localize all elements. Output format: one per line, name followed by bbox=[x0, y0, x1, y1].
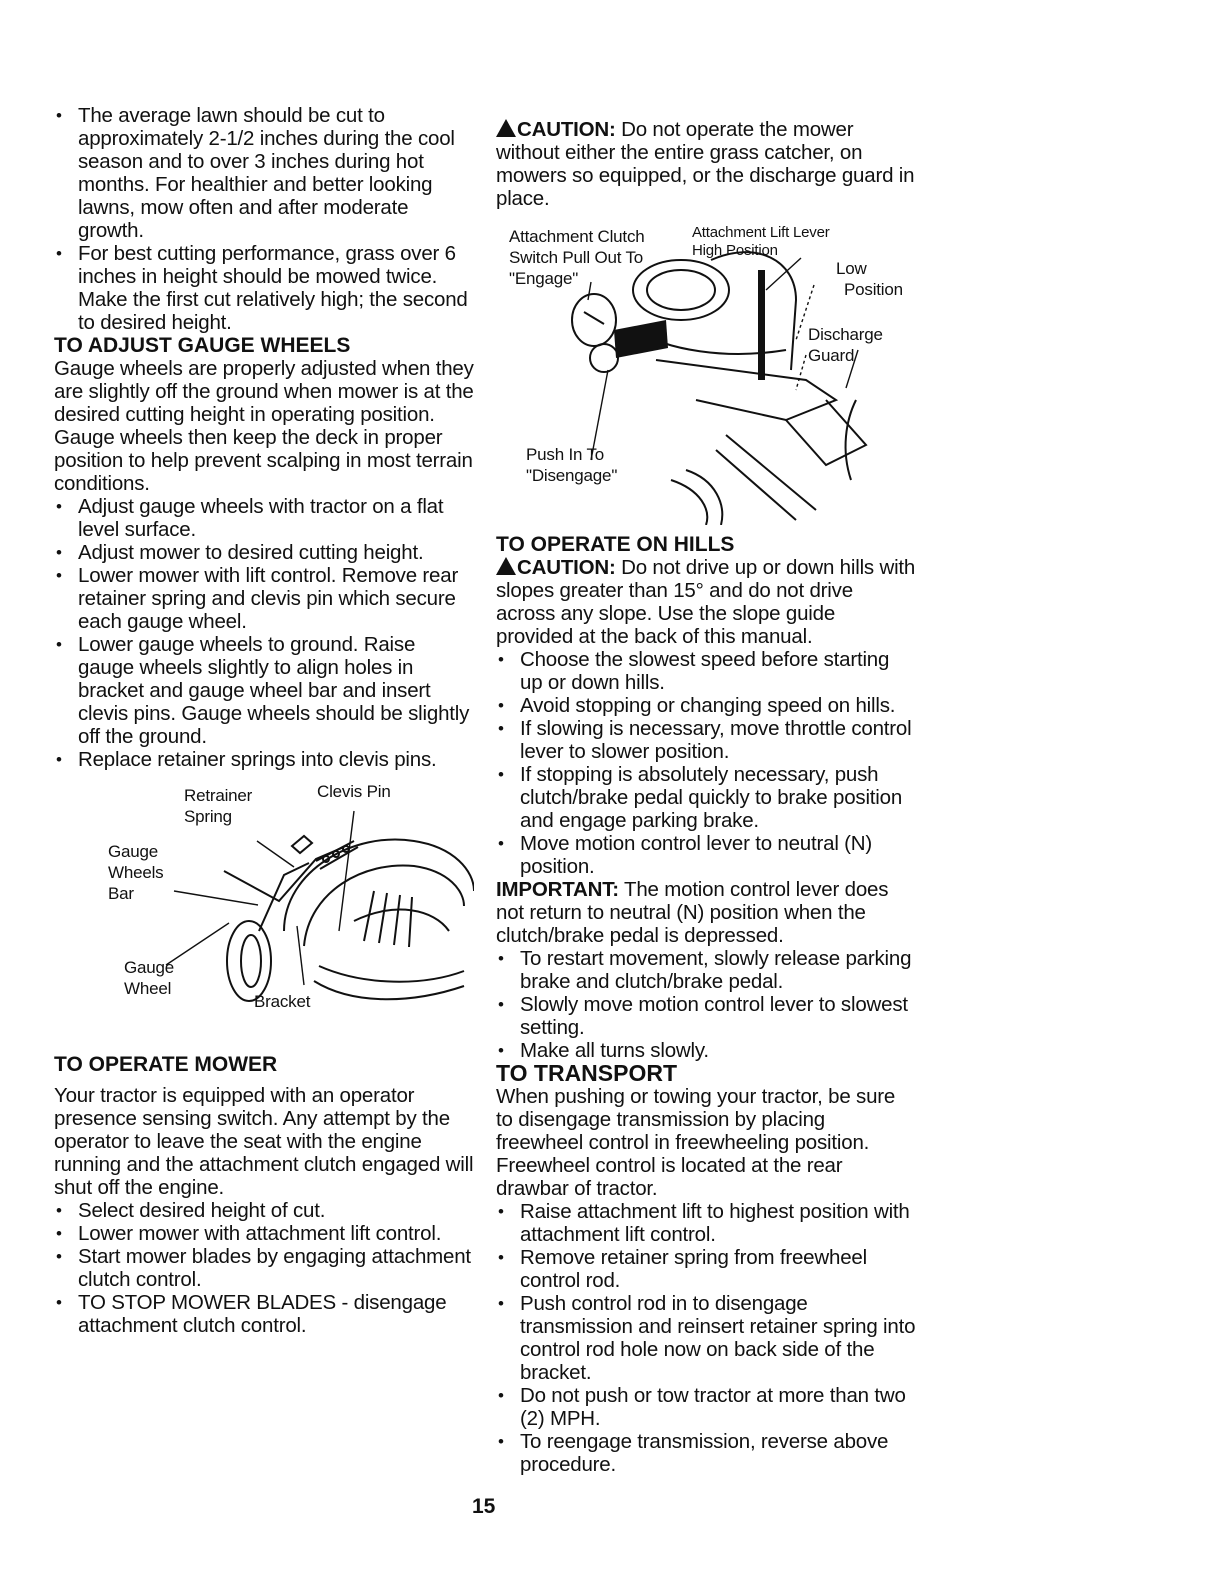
list-item: • Remove retainer spring from freewheel control rod. bbox=[496, 1246, 916, 1292]
list-item: • Choose the slowest speed before starting up or down hills. bbox=[496, 648, 916, 694]
caution-text: Do not drive up or down hills with slopes greater than 15° and do not drive across any slope. Use the slope guide provided at the back of this manual. bbox=[496, 556, 916, 648]
label-line: Low bbox=[836, 259, 867, 278]
list-item: • Replace retainer springs into clevis pins. bbox=[54, 748, 474, 771]
caution-text: Do not operate the mower without either the entire grass catcher, on mowers so equipped, or the discharge guard in place. bbox=[496, 118, 915, 210]
discharge-guard-label bbox=[808, 324, 883, 366]
list-item: • To reengage transmission, reverse above procedure. bbox=[496, 1430, 916, 1476]
operate-hills-heading: TO OPERATE ON HILLS bbox=[496, 533, 735, 556]
page-number: 15 bbox=[472, 1495, 496, 1518]
label-line: Guard bbox=[808, 346, 855, 365]
attachment-lift-lever-label: Attachment Lift Lever bbox=[692, 224, 830, 241]
list-item: • Make all turns slowly. bbox=[496, 1039, 916, 1062]
high-position-label: High Position bbox=[692, 242, 778, 259]
warning-triangle-icon bbox=[496, 119, 516, 137]
gauge-bullet-list bbox=[54, 495, 474, 771]
important-text: The motion control lever does not return to neutral (N) position when the clutch/brake pedal is depressed. bbox=[496, 878, 889, 947]
right-column bbox=[496, 118, 916, 1476]
caution-hills bbox=[496, 556, 916, 648]
attachment-clutch-figure bbox=[496, 220, 916, 525]
label-line: Position bbox=[844, 280, 903, 299]
list-item: • Do not push or tow tractor at more than two (2) MPH. bbox=[496, 1384, 916, 1430]
label-line: Wheels bbox=[108, 863, 164, 882]
hills-bullet-list bbox=[496, 648, 916, 878]
list-item: • Adjust gauge wheels with tractor on a flat level surface. bbox=[54, 495, 474, 541]
gauge-wheels-bar-label bbox=[108, 841, 164, 904]
intro-bullet-list bbox=[54, 104, 474, 334]
mower-bullet-list bbox=[54, 1199, 474, 1337]
push-disengage-label bbox=[526, 444, 617, 486]
list-item: • Start mower blades by engaging attachment clutch control. bbox=[54, 1245, 474, 1291]
caution-label: CAUTION: bbox=[517, 118, 616, 141]
label-line: Push In To bbox=[526, 445, 605, 464]
important-bullet-list bbox=[496, 947, 916, 1062]
gauge-wheels-paragraph: Gauge wheels are properly adjusted when they are slightly off the ground when mower is at the desired cutting height in operating position. Gauge wheels then keep the deck in proper position to help prevent scalping in most terrain conditions. bbox=[54, 357, 474, 495]
operate-mower-paragraph: Your tractor is equipped with an operator presence sensing switch. Any attempt by the operator to leave the seat with the engine running and the attachment clutch engaged will shut off the engine. bbox=[54, 1084, 474, 1199]
label-line: Wheel bbox=[124, 979, 172, 998]
list-item: • Select desired height of cut. bbox=[54, 1199, 474, 1222]
caution-discharge bbox=[496, 118, 916, 210]
clevis-pin-label: Clevis Pin bbox=[317, 782, 391, 801]
list-item: • Lower mower with lift control. Remove rear retainer spring and clevis pin which secure each gauge wheel. bbox=[54, 564, 474, 633]
warning-triangle-icon bbox=[496, 557, 516, 575]
label-line: Spring bbox=[184, 807, 232, 826]
list-item: • Lower gauge wheels to ground. Raise gauge wheels slightly to align holes in bracket and gauge wheel bar and insert clevis pins. Gauge wheels should be slightly off the ground. bbox=[54, 633, 474, 748]
attachment-clutch-label bbox=[509, 226, 645, 289]
label-line: "Disengage" bbox=[526, 466, 618, 485]
gauge-wheel-figure bbox=[54, 781, 474, 1031]
list-item: • Push control rod in to disengage transmission and reinsert retainer spring into control rod hole now on back side of the bracket. bbox=[496, 1292, 916, 1384]
left-column bbox=[54, 104, 474, 1337]
operate-mower-heading: TO OPERATE MOWER bbox=[54, 1053, 278, 1076]
list-item: • Adjust mower to desired cutting height. bbox=[54, 541, 474, 564]
important-label: IMPORTANT: bbox=[496, 878, 619, 901]
list-item: • The average lawn should be cut to approximately 2-1/2 inches during the cool season and to over 3 inches during hot months. For healthier and better looking lawns, mow often and after moderate growth. bbox=[54, 104, 474, 242]
list-item: • For best cutting performance, grass over 6 inches in height should be mowed twice. Make the first cut relatively high; the second to desired height. bbox=[54, 242, 474, 334]
list-item: • Raise attachment lift to highest position with attachment lift control. bbox=[496, 1200, 916, 1246]
list-item: • Lower mower with attachment lift control. bbox=[54, 1222, 474, 1245]
gauge-wheel-label bbox=[124, 957, 174, 999]
transport-heading: TO TRANSPORT bbox=[496, 1060, 678, 1086]
transport-bullet-list bbox=[496, 1200, 916, 1476]
label-line: Gauge bbox=[124, 958, 175, 977]
gauge-wheels-heading: TO ADJUST GAUGE WHEELS bbox=[54, 334, 351, 357]
list-item: • TO STOP MOWER BLADES - disengage attachment clutch control. bbox=[54, 1291, 474, 1337]
list-item: • Slowly move motion control lever to slowest setting. bbox=[496, 993, 916, 1039]
label-line: "Engage" bbox=[509, 269, 579, 288]
label-line: Attachment Clutch bbox=[509, 227, 645, 246]
transport-paragraph: When pushing or towing your tractor, be sure to disengage transmission by placing freewheel control in freewheeling position. Freewheel control is located at the rear drawbar of tractor. bbox=[496, 1085, 896, 1200]
list-item: • If slowing is necessary, move throttle control lever to slower position. bbox=[496, 717, 916, 763]
label-line: Discharge bbox=[808, 325, 883, 344]
list-item: • Move motion control lever to neutral (N) position. bbox=[496, 832, 916, 878]
list-item: • Avoid stopping or changing speed on hills. bbox=[496, 694, 916, 717]
caution-label: CAUTION: bbox=[517, 556, 616, 579]
bracket-label: Bracket bbox=[254, 992, 311, 1011]
low-position-label bbox=[836, 258, 903, 300]
label-line: Gauge bbox=[108, 842, 159, 861]
list-item: • If stopping is absolutely necessary, push clutch/brake pedal quickly to brake position and engage parking brake. bbox=[496, 763, 916, 832]
label-line: Retrainer bbox=[184, 786, 253, 805]
important-note bbox=[496, 878, 916, 947]
retainer-spring-label bbox=[184, 785, 252, 827]
list-item: • To restart movement, slowly release parking brake and clutch/brake pedal. bbox=[496, 947, 916, 993]
label-line: Bar bbox=[108, 884, 134, 903]
label-line: Switch Pull Out To bbox=[509, 248, 644, 267]
